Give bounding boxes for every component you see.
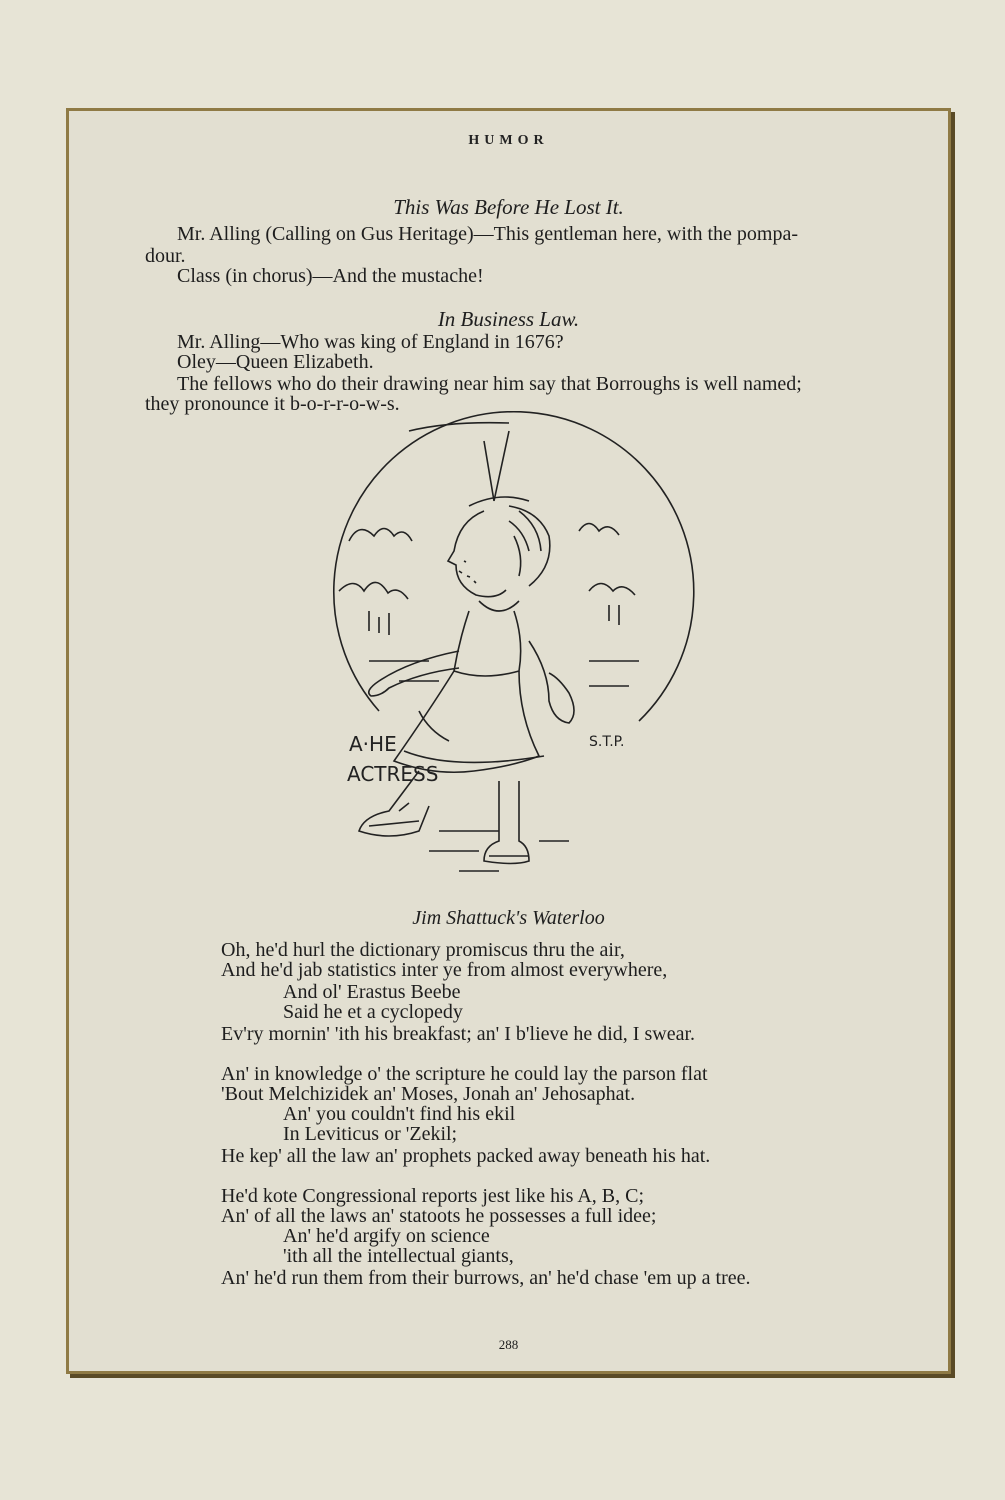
text-line: dour. <box>145 245 186 267</box>
poem-line: An' you couldn't find his ekil <box>283 1103 516 1125</box>
page-number: 288 <box>498 1337 519 1352</box>
poem-line: He kep' all the law an' prophets packed away beneath his hat. <box>221 1145 711 1167</box>
text-line: Mr. Alling (Calling on Gus Heritage)—This gentleman here, with the pompa- <box>177 223 798 245</box>
poem-line: 'Bout Melchizidek an' Moses, Jonah an' Jehosaphat. <box>221 1083 636 1105</box>
poem-line: 'ith all the intellectual giants, <box>283 1245 514 1267</box>
text-line: Class (in chorus)—And the mustache! <box>177 265 484 287</box>
actress-illustration <box>309 411 709 901</box>
text-line: Oley—Queen Elizabeth. <box>177 351 374 373</box>
running-head: HUMOR <box>468 133 549 148</box>
section1-heading: This Was Before He Lost It. <box>393 195 624 219</box>
poem-line: An' he'd argify on science <box>283 1225 490 1247</box>
poem-line: Said he et a cyclopedy <box>283 1001 463 1023</box>
poem-line: Ev'ry mornin' 'ith his breakfast; an' I b'lieve he did, I swear. <box>221 1023 696 1045</box>
poem-line: And he'd jab statistics inter ye from almost everywhere, <box>221 959 668 981</box>
section2-heading: In Business Law. <box>437 307 580 331</box>
poem-line: Oh, he'd hurl the dictionary promiscus thru the air, <box>221 939 625 961</box>
page-frame <box>66 108 951 1374</box>
caption-line1: A·HE <box>349 732 397 756</box>
poem-line: An' he'd run them from their burrows, an' he'd chase 'em up a tree. <box>221 1267 751 1289</box>
poem-line: And ol' Erastus Beebe <box>283 981 461 1003</box>
poem-line: He'd kote Congressional reports jest like his A, B, C; <box>221 1185 645 1207</box>
poem-title: Jim Shattuck's Waterloo <box>412 907 605 929</box>
poem-line: In Leviticus or 'Zekil; <box>283 1123 458 1145</box>
poem-line: An' of all the laws an' statoots he possesses a full idee; <box>221 1205 657 1227</box>
artist-signature: S.T.P. <box>589 734 625 750</box>
text-line: they pronounce it b-o-r-r-o-w-s. <box>145 393 400 415</box>
caption-line2: ACTRESS <box>347 762 439 786</box>
text-line: Mr. Alling—Who was king of England in 1676? <box>177 331 564 353</box>
text-line: The fellows who do their drawing near him say that Borroughs is well named; <box>177 373 802 395</box>
poem-line: An' in knowledge o' the scripture he could lay the parson flat <box>221 1063 708 1085</box>
